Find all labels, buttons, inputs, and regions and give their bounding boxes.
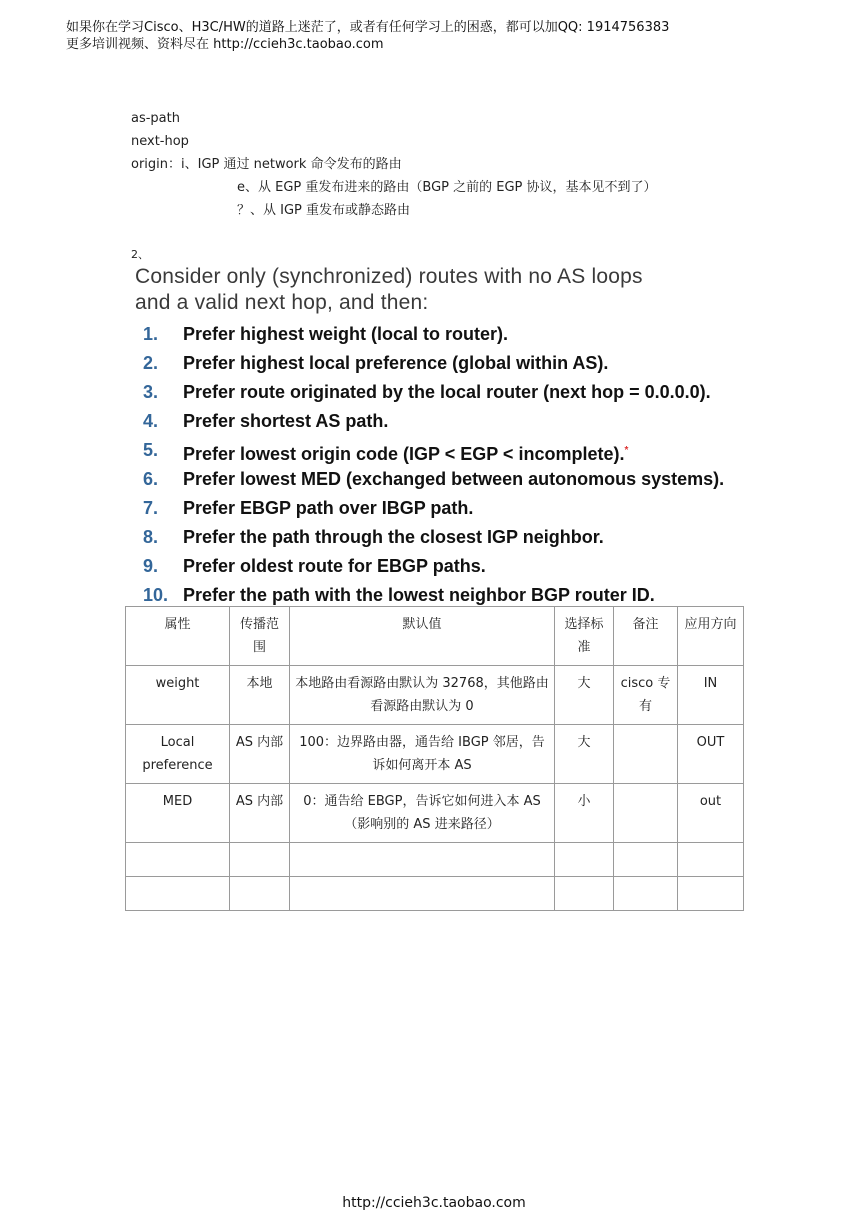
- table-row: [126, 725, 744, 784]
- rule-number: 2.: [143, 353, 159, 373]
- table-cell: [614, 843, 678, 877]
- header-line-2: 更多培训视频、资料尽在 http://ccieh3c.taobao.com: [66, 37, 384, 52]
- rule-text-content: Prefer the path with the lowest neighbor BGP router ID.: [183, 585, 655, 605]
- table-cell: [614, 725, 678, 784]
- table-cell: 小: [555, 784, 614, 843]
- header-remark: 备注: [614, 607, 678, 666]
- table-cell: 大: [555, 666, 614, 725]
- rule-number: 9.: [143, 556, 159, 576]
- header-criterion: 选择标准: [555, 607, 614, 666]
- table-cell: [230, 843, 290, 877]
- rule-number: 7.: [143, 498, 159, 518]
- rule-text-content: Prefer highest weight (local to router).: [183, 324, 509, 344]
- table-cell: 本地: [230, 666, 290, 725]
- rule-text: [183, 349, 608, 378]
- table-cell: [678, 877, 744, 911]
- table-cell: [126, 877, 230, 911]
- rule-number: 5.: [143, 440, 159, 460]
- table-cell: IN: [678, 666, 744, 725]
- table-cell: cisco 专有: [614, 666, 678, 725]
- selection-heading-line-2: and a valid next hop, and then:: [135, 291, 429, 314]
- table-cell: [678, 843, 744, 877]
- section-number: 2、: [131, 248, 149, 261]
- table-cell: AS 内部: [230, 784, 290, 843]
- table-cell: 本地路由看源路由默认为 32768，其他路由看源路由默认为 0: [290, 666, 555, 725]
- table-cell: weight: [126, 666, 230, 725]
- table-cell: [126, 843, 230, 877]
- table-cell: 大: [555, 725, 614, 784]
- rule-number: 10.: [143, 585, 169, 605]
- rule-text: [183, 378, 711, 407]
- rule-text: [183, 494, 473, 523]
- table-cell: [555, 843, 614, 877]
- table-cell: out: [678, 784, 744, 843]
- rule-number: 8.: [143, 527, 159, 547]
- rule-text-content: Prefer EBGP path over IBGP path.: [183, 498, 474, 518]
- note-origin-i: origin：i、IGP 通过 network 命令发布的路由: [131, 157, 402, 172]
- note-next-hop: next-hop: [131, 134, 189, 149]
- table-row: [126, 877, 744, 911]
- rule-text-content: Prefer route originated by the local router (next hop = 0.0.0.0).: [183, 382, 711, 402]
- footnote-mark: *: [624, 445, 629, 456]
- header-default: 默认值: [290, 607, 555, 666]
- rule-number: 3.: [143, 382, 159, 402]
- table-cell: [555, 877, 614, 911]
- rule-text: [183, 465, 724, 494]
- table-cell: Local preference: [126, 725, 230, 784]
- note-as-path: as-path: [131, 111, 180, 126]
- table-cell: 0：通告给 EBGP，告诉它如何进入本 AS（影响别的 AS 进来路径）: [290, 784, 555, 843]
- header-scope: 传播范围: [230, 607, 290, 666]
- rule-text-content: Prefer the path through the closest IGP neighbor.: [183, 527, 604, 547]
- rule-text-content: Prefer oldest route for EBGP paths.: [183, 556, 486, 576]
- rule-text: [183, 523, 604, 552]
- rule-text: [183, 320, 508, 349]
- rule-text-content: Prefer shortest AS path.: [183, 411, 389, 431]
- rule-text: [183, 552, 486, 581]
- selection-heading: [135, 264, 815, 316]
- rule-text-content: Prefer lowest MED (exchanged between autonomous systems).: [183, 469, 725, 489]
- rule-number: 4.: [143, 411, 159, 431]
- note-origin-q: ？、从 IGP 重发布或静态路由: [237, 203, 411, 218]
- table-cell: [230, 877, 290, 911]
- table-cell: 100：边界路由器，通告给 IBGP 邻居，告诉如何离开本 AS: [290, 725, 555, 784]
- table-row: [126, 843, 744, 877]
- table-cell: AS 内部: [230, 725, 290, 784]
- table-cell: [614, 784, 678, 843]
- table-header-row: [126, 607, 744, 666]
- rule-text: [183, 407, 388, 436]
- table-row: [126, 784, 744, 843]
- table-row: [126, 666, 744, 725]
- header-line-1: 如果你在学习Cisco、H3C/HW的道路上迷茫了，或者有任何学习上的困惑，都可以加QQ: 1914756383: [66, 20, 670, 35]
- rule-text-content: Prefer highest local preference (global within AS).: [183, 353, 609, 373]
- note-origin-e: e、从 EGP 重发布进来的路由（BGP 之前的 EGP 协议，基本见不到了）: [237, 180, 657, 195]
- rule-text-content: Prefer lowest origin code (IGP < EGP < incomplete).: [183, 444, 625, 464]
- table-cell: [614, 877, 678, 911]
- bgp-attribute-table: [125, 606, 744, 911]
- table-cell: [290, 843, 555, 877]
- header-direction: 应用方向: [678, 607, 744, 666]
- rule-number: 1.: [143, 324, 159, 344]
- rule-number: 6.: [143, 469, 159, 489]
- selection-heading-line-1: Consider only (synchronized) routes with no AS loops: [135, 265, 643, 288]
- table-cell: MED: [126, 784, 230, 843]
- footer-url: http://ccieh3c.taobao.com: [342, 1195, 526, 1211]
- header-attribute: 属性: [126, 607, 230, 666]
- table-cell: OUT: [678, 725, 744, 784]
- table-cell: [290, 877, 555, 911]
